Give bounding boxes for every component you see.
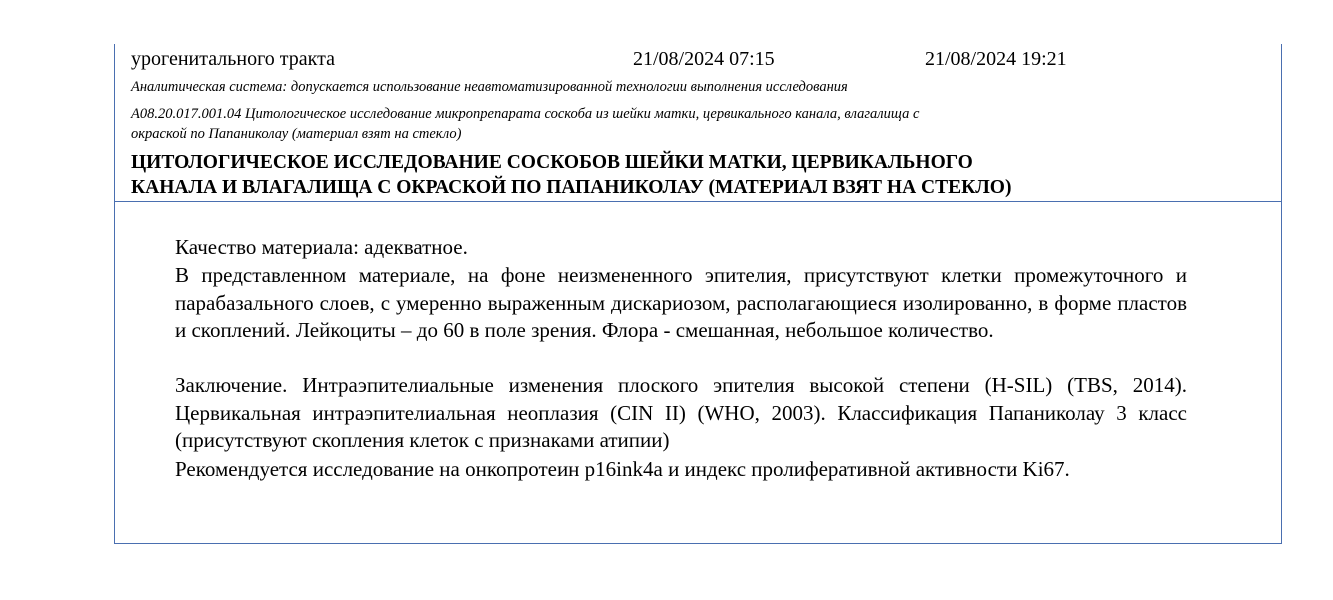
result-conclusion: Заключение. Интраэпителиальные изменения плоского эпителия высокой степени (H-SIL) (TBS, 2014). Цервикальная интраэпителиальная неоплазия (CIN II) (WHO, 2003). Классификация Папаниколау 3 класс (присутствуют скопления клеток с признаками атипии) <box>175 373 1187 452</box>
analytic-system-note: Аналитическая система: допускается использование неавтоматизированной технологии выполнения исследования <box>131 79 848 95</box>
result-recommendation: Рекомендуется исследование на онкопротеин p16ink4a и индекс пролиферативной активности Ki67. <box>175 457 1070 481</box>
result-description: В представленном материале, на фоне неизмененного эпителия, присутствуют клетки промежуточного и парабазального слоев, с умеренно выраженным дискариозом, располагающиеся изолированно, в форме пластов и скоплений. Лейкоциты – до 60 в поле зрения. Флора - смешанная, небольшое количество. <box>175 263 1187 342</box>
tract-label: урогенитального тракта <box>131 48 335 70</box>
date-taken: 21/08/2024 07:15 <box>633 48 775 70</box>
date-result: 21/08/2024 19:21 <box>925 48 1067 70</box>
section-title-line-1: ЦИТОЛОГИЧЕСКОЕ ИССЛЕДОВАНИЕ СОСКОБОВ ШЕЙКИ МАТКИ, ЦЕРВИКАЛЬНОГО <box>131 152 973 173</box>
section-title-line-2: КАНАЛА И ВЛАГАЛИЩА С ОКРАСКОЙ ПО ПАПАНИКОЛАУ (МАТЕРИАЛ ВЗЯТ НА СТЕКЛО) <box>131 177 1012 198</box>
header-divider <box>114 201 1282 202</box>
procedure-code-line-1: A08.20.017.001.04 Цитологическое исследование микропрепарата соскоба из шейки матки, цервикального канала, влагалища с <box>131 106 920 122</box>
procedure-code-line-2: окраской по Папаниколау (материал взят на стекло) <box>131 126 462 142</box>
material-quality: Качество материала: адекватное. <box>175 235 468 259</box>
